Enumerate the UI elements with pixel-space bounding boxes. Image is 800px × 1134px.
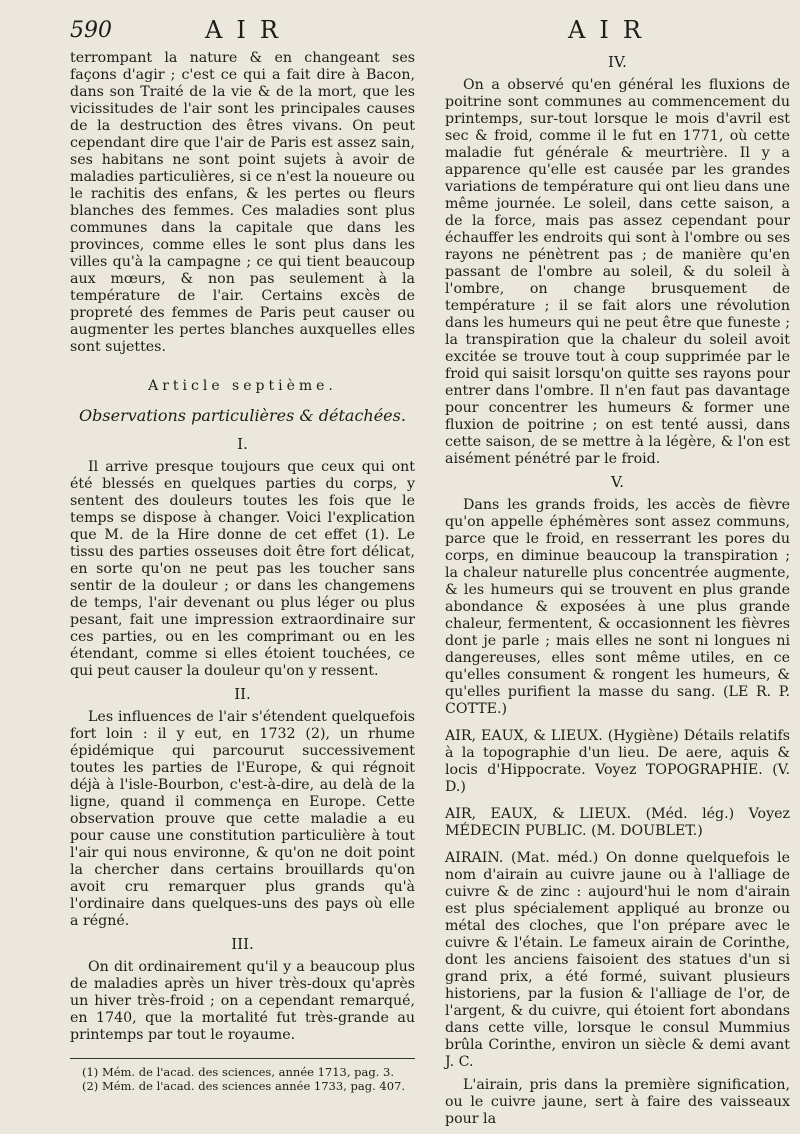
dictionary-entry-airain: AIRAIN. (Mat. méd.) On donne quelquefois le nom d'airain au cuivre jaune ou à l'alliage de cuivre & de zinc : aujourd'hui le nom d'airain est plus spécialement appliqué au bronze ou métal des cloches, que l'on prépare avec le cuivre & l'étain. Le fameux airain de Corinthe, dont les anciens faisoient des statues d'un si grand prix, a été formé, suivant plusieurs historiens, par la fusion & l'alliage de l'or, de l'argent, & du cuivre, qui étoient fort abondans dans cette ville, lorsque le consul Mummius brûla Corinthe, environ un siècle & demi avant J. C.: [445, 850, 790, 1070]
footnote-1: (1) Mém. de l'acad. des sciences, année 1713, pag. 3.: [82, 1065, 395, 1079]
continued-paragraph: terrompant la nature & en changeant ses façons d'agir ; c'est ce qui a fait dire à Bacon, dans son Traité de la vie & de la mort, que les vicissitudes de l'air sont les principales causes de la destruction des êtres vivans. On peut cependant dire que l'air de Paris est assez sain, ses habitans ne sont point sujets à avoir de maladies particulières, si ce n'est la noueure ou le rachitis des enfans, & les pertes ou fleurs blanches des femmes. Ces maladies sont plus communes dans la capitale que dans les provinces, comme elles le sont plus dans les villes qu'à la campagne ; ce qui tient beaucoup aux mœurs, & non pas seulement à la température de l'air. Certains excès de propreté des femmes de Paris peut causer ou augmenter les pertes blanches auxquelles elles sont sujettes.: [70, 50, 415, 355]
right-column: [445, 50, 790, 1134]
section-number-2: II.: [234, 685, 251, 703]
section-text-3: On dit ordinairement qu'il y a beaucoup plus de maladies après un hiver très-doux qu'après un hiver très-froid ; on a cependant remarqué, en 1740, que la mortalité fut très-grande au printemps par tout le royaume.: [70, 959, 415, 1043]
section-number-3: III.: [231, 935, 254, 953]
section-text-4: On a observé qu'en général les fluxions de poitrine sont communes au commencement du printemps, sur-tout lorsque le mois d'avril est sec & froid, comme il le fut en 1771, où cette maladie fut générale & meurtrière. Il y a apparence qu'elle est causée par les grandes variations de température qui ont lieu dans une même journée. Le soleil, dans cette saison, a de la force, mais pas assez cependant pour échauffer les endroits qui sont à l'ombre ou ses rayons ne pénètrent pas ; de manière qu'en passant de l'ombre au soleil, & du soleil à l'ombre, on change brusquement de température ; il se fait alors une révolution dans les humeurs qui ne peut être que funeste ; la transpiration que la chaleur du soleil avoit excitée se trouve tout à coup supprimée par le froid qui saisit lorsqu'on quitte ses rayons pour entrer dans l'ombre. Il n'en faut pas davantage pour concentrer les humeurs & former une fluxion de poitrine ; on est tenté aussi, dans cette saison, de se mettre à la légère, & l'on est aisément pénétré par le froid.: [445, 77, 790, 467]
left-running-title: AIR: [205, 16, 292, 44]
right-running-title: AIR: [568, 16, 655, 44]
dictionary-entry-air-eaux-lieux-med-leg: AIR, EAUX, & LIEUX. (Méd. lég.) Voyez MÉDECIN PUBLIC. (M. DOUBLET.): [445, 806, 790, 839]
left-column: [70, 50, 415, 1093]
footnotes: [70, 1065, 415, 1093]
footnote-divider: [70, 1058, 415, 1059]
dictionary-entry-air-eaux-lieux-hygiene: AIR, EAUX, & LIEUX. (Hygiène) Détails relatifs à la topographie d'un lieu. De aere, aquis & locis d'Hippocrate. Voyez TOPOGRAPHIE. (V. D.): [445, 728, 790, 795]
footnote-2: (2) Mém. de l'acad. des sciences année 1733, pag. 407.: [82, 1079, 405, 1093]
page-number: 590: [70, 18, 112, 43]
section-text-2: Les influences de l'air s'étendent quelquefois fort loin : il y eut, en 1732 (2), un rhume épidémique qui parcourut successivement toutes les parties de l'Europe, & qui régnoit déjà à l'isle-Bourbon, c'est-à-dire, au delà de la ligne, quand il commença en Europe. Cette observation prouve que cette maladie a eu pour cause une constitution particulière à tout l'air qui nous environne, & qu'on ne doit point la chercher dans certains brouillards qu'on avoit cru remarquer plus grands qu'à l'ordinaire dans quelques-uns des pays où elle a régné.: [70, 709, 415, 929]
section-text-5: Dans les grands froids, les accès de fièvre qu'on appelle éphémères sont assez communs, parce que le froid, en resserrant les pores du corps, en diminue beaucoup la transpiration ; la chaleur naturelle plus concentrée augmente, & les humeurs qui se trouvent en plus grande abondance & exposées à une plus grande chaleur, fermentent, & occasionnent les fièvres dont je parle ; mais elles ne sont ni longues ni dangereuses, elles sont même utiles, en ce qu'elles consument & rongent les humeurs, & qu'elles purifient la masse du sang. (LE R. P. COTTE.): [445, 497, 790, 717]
section-text-1: Il arrive presque toujours que ceux qui ont été blessés en quelques parties du corps, y sentent des douleurs toutes les fois que le temps se dispose à changer. Voici l'explication que M. de la Hire donne de cet effet (1). Le tissu des parties osseuses doit être fort délicat, en sorte qu'on ne peut pas les toucher sans sentir de la douleur ; or dans les changemens de temps, l'air devenant ou plus léger ou plus pesant, fait une impression extraordinaire sur ces parties, ou en les comprimant ou en les étendant, comme si elles étoient touchées, ce qui peut causer la douleur qu'on y ressent.: [70, 459, 415, 679]
running-head: [0, 14, 800, 50]
section-number-1: I.: [237, 435, 248, 453]
section-number-5: V.: [611, 473, 624, 491]
section-number-4: IV.: [608, 53, 627, 71]
article-subtitle: Observations particulières & détachées.: [79, 406, 406, 425]
article-heading: Article septième.: [148, 378, 337, 394]
dictionary-entry-airain-continued: L'airain, pris dans la première signification, ou le cuivre jaune, sert à faire des vaisseaux pour la: [445, 1077, 790, 1127]
